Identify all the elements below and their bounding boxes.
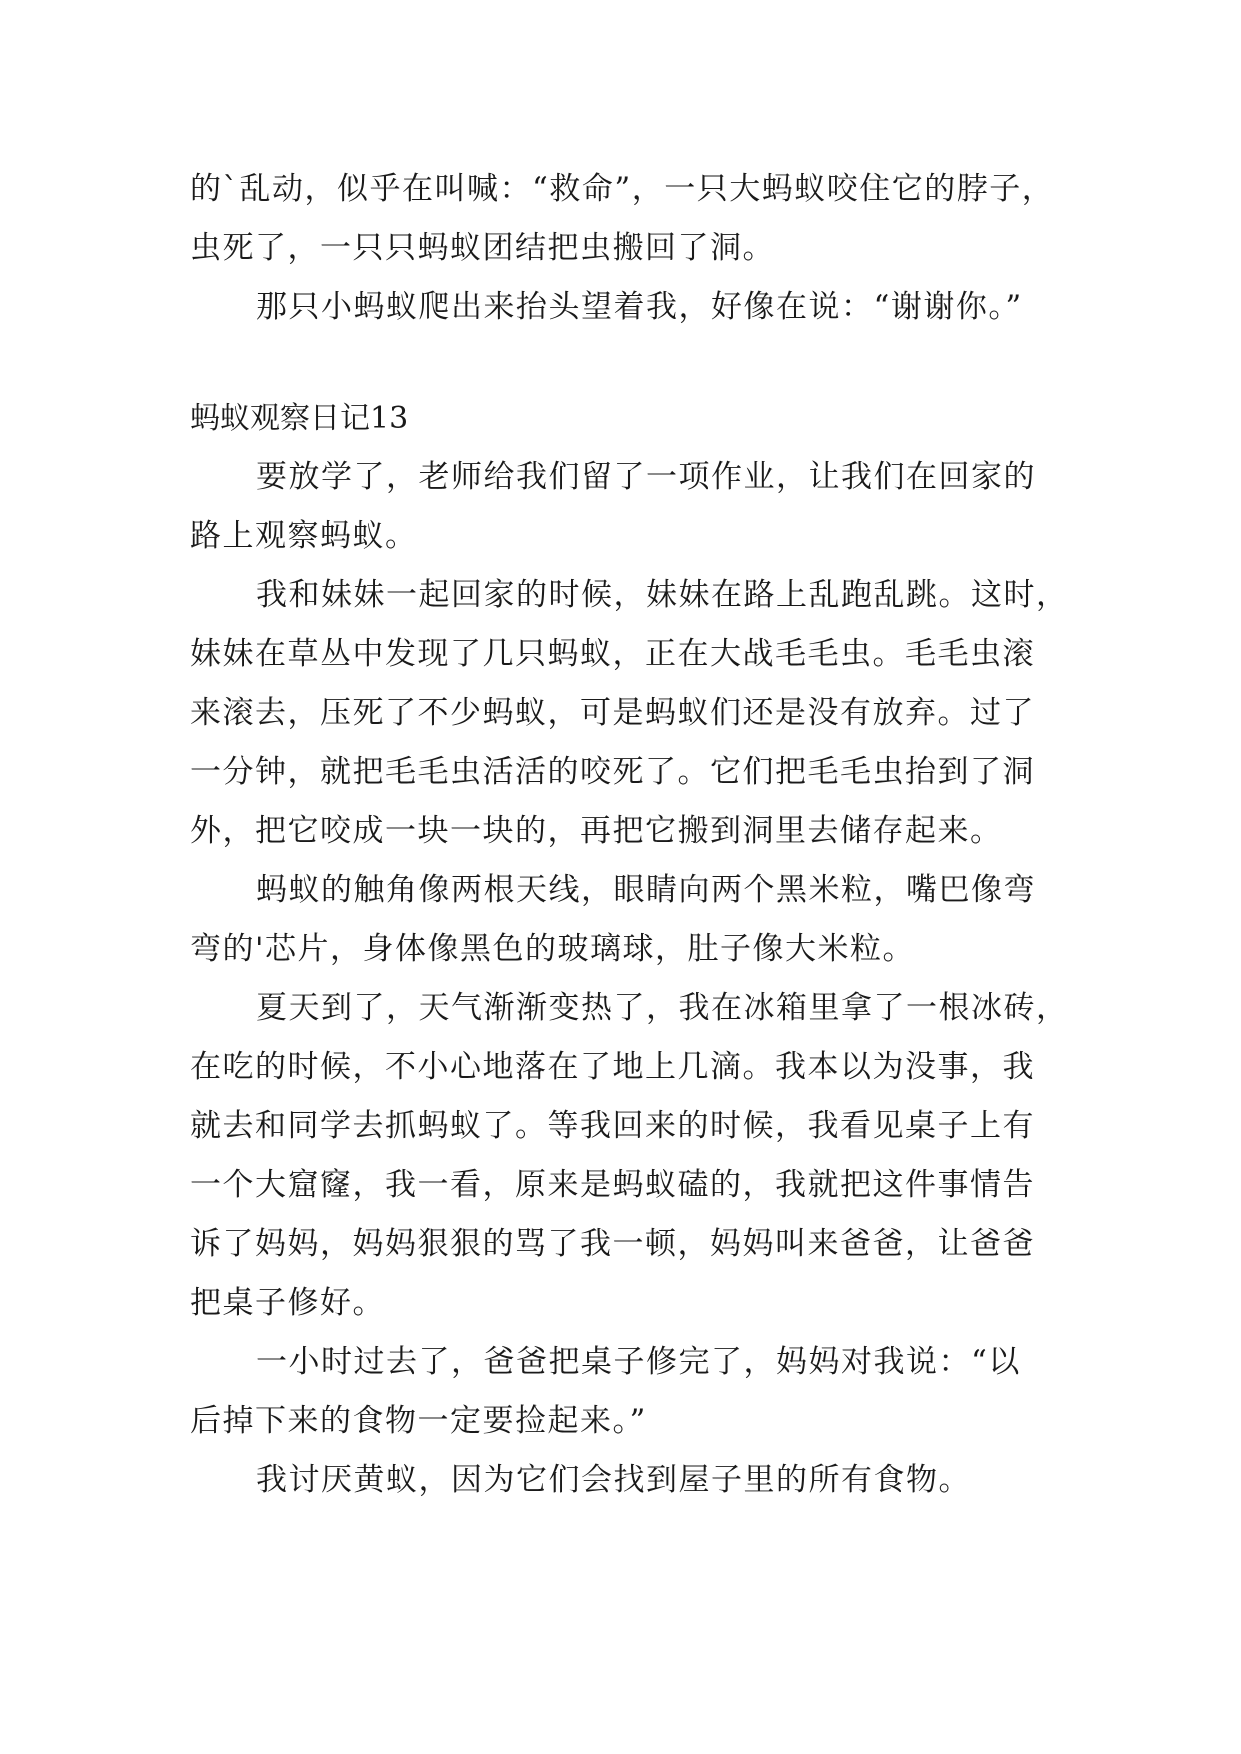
text-line: 那只小蚂蚁爬出来抬头望着我，好像在说：“谢谢你。” — [256, 289, 1023, 325]
text-line: 我和妹妹一起回家的时候，妹妹在路上乱跑乱跳。这时， — [256, 577, 1069, 613]
text-line: 一小时过去了，爸爸把桌子修完了，妈妈对我说：“以 — [256, 1344, 1021, 1380]
text-line: 的`乱动，似乎在叫喊：“救命”，一只大蚂蚁咬住它的脖子， — [190, 171, 1055, 207]
text-line: 就去和同学去抓蚂蚁了。等我回来的时候，我看见桌子上有 — [190, 1108, 1035, 1144]
text-line: 要放学了，老师给我们留了一项作业，让我们在回家的 — [256, 459, 1036, 495]
text-line: 诉了妈妈，妈妈狠狠的骂了我一顿，妈妈叫来爸爸，让爸爸 — [190, 1226, 1035, 1262]
text-line: 弯的'芯片，身体像黑色的玻璃球，肚子像大米粒。 — [190, 931, 916, 967]
text-line: 一分钟，就把毛毛虫活活的咬死了。它们把毛毛虫抬到了洞 — [190, 754, 1035, 790]
text-line: 妹妹在草丛中发现了几只蚂蚁，正在大战毛毛虫。毛毛虫滚 — [190, 636, 1035, 672]
text-line: 后掉下来的食物一定要捡起来。” — [190, 1403, 647, 1439]
text-line: 虫死了，一只只蚂蚁团结把虫搬回了洞。 — [190, 230, 775, 266]
text-line: 蚂蚁的触角像两根天线，眼睛向两个黑米粒，嘴巴像弯 — [256, 872, 1036, 908]
text-line: 把桌子修好。 — [190, 1285, 385, 1321]
document-content — [190, 160, 1069, 1510]
text-line: 外，把它咬成一块一块的，再把它搬到洞里去储存起来。 — [190, 813, 1003, 849]
section-heading: 蚂蚁观察日记13 — [190, 401, 409, 436]
text-line: 我讨厌黄蚁，因为它们会找到屋子里的所有食物。 — [256, 1462, 971, 1498]
text-line: 来滚去，压死了不少蚂蚁，可是蚂蚁们还是没有放弃。过了 — [190, 695, 1035, 731]
text-line: 夏天到了，天气渐渐变热了，我在冰箱里拿了一根冰砖， — [256, 990, 1069, 1026]
text-line: 在吃的时候，不小心地落在了地上几滴。我本以为没事，我 — [190, 1049, 1035, 1085]
text-line: 一个大窟窿，我一看，原来是蚂蚁磕的，我就把这件事情告 — [190, 1167, 1035, 1203]
text-line: 路上观察蚂蚁。 — [190, 518, 418, 554]
